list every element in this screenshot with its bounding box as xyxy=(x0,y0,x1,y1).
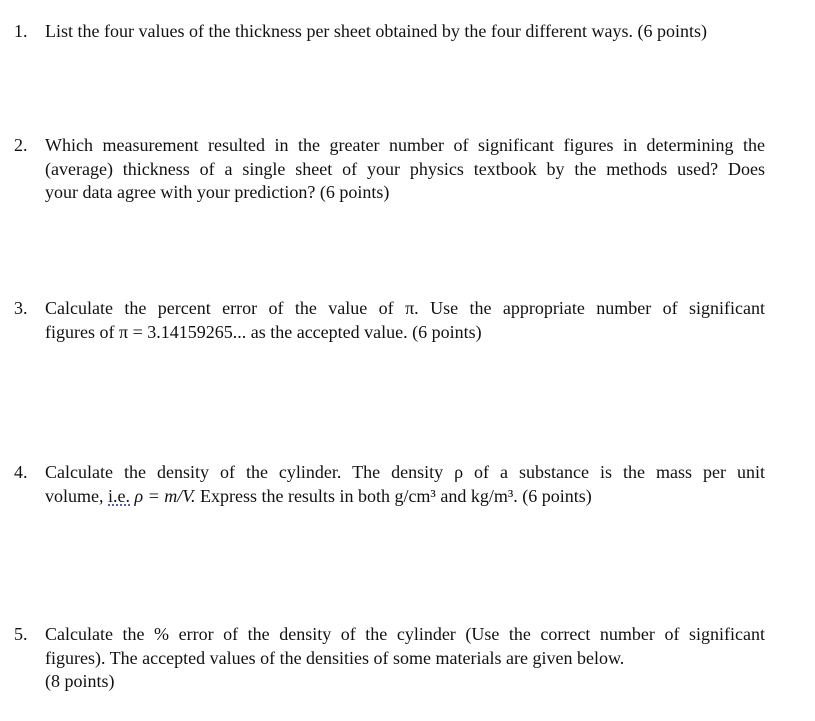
question-text: Which measurement resulted in the greater number of significant figures in determining the xyxy=(45,135,765,155)
question-number: 5. xyxy=(14,624,28,644)
density-formula: ρ = m/V. xyxy=(130,485,196,506)
question-text: Calculate the % error of the density of the cylinder (Use the correct number of significant xyxy=(45,624,765,644)
question-text: your data agree with your prediction? (6 points) xyxy=(45,182,390,202)
question-number: 1. xyxy=(14,21,28,41)
question-text: Calculate the percent error of the value of π. Use the appropriate number of significant xyxy=(45,298,765,318)
question-4 xyxy=(14,461,765,508)
question-text: List the four values of the thickness per sheet obtained by the four different ways. (6 points) xyxy=(45,21,707,41)
text-segment: volume, xyxy=(45,485,108,506)
question-5 xyxy=(14,623,765,694)
question-3 xyxy=(14,297,765,344)
text-segment: Express the results in both g/cm³ and kg/m³. (6 points) xyxy=(195,485,592,506)
question-text: (8 points) xyxy=(45,671,115,691)
question-text: Calculate the density of the cylinder. The density ρ of a substance is the mass per unit xyxy=(45,462,765,482)
question-text: (average) thickness of a single sheet of your physics textbook by the methods used? Does xyxy=(45,158,765,179)
question-text: figures of π = 3.14159265... as the accepted value. (6 points) xyxy=(45,321,482,342)
question-1 xyxy=(14,20,765,44)
ie-abbreviation: i.e. xyxy=(108,485,130,506)
question-2 xyxy=(14,134,765,205)
question-text-line-2 xyxy=(45,485,765,509)
question-text: figures). The accepted values of the densities of some materials are given below. xyxy=(45,647,625,668)
question-number: 2. xyxy=(14,135,28,155)
question-number: 4. xyxy=(14,462,28,482)
question-number: 3. xyxy=(14,298,28,318)
